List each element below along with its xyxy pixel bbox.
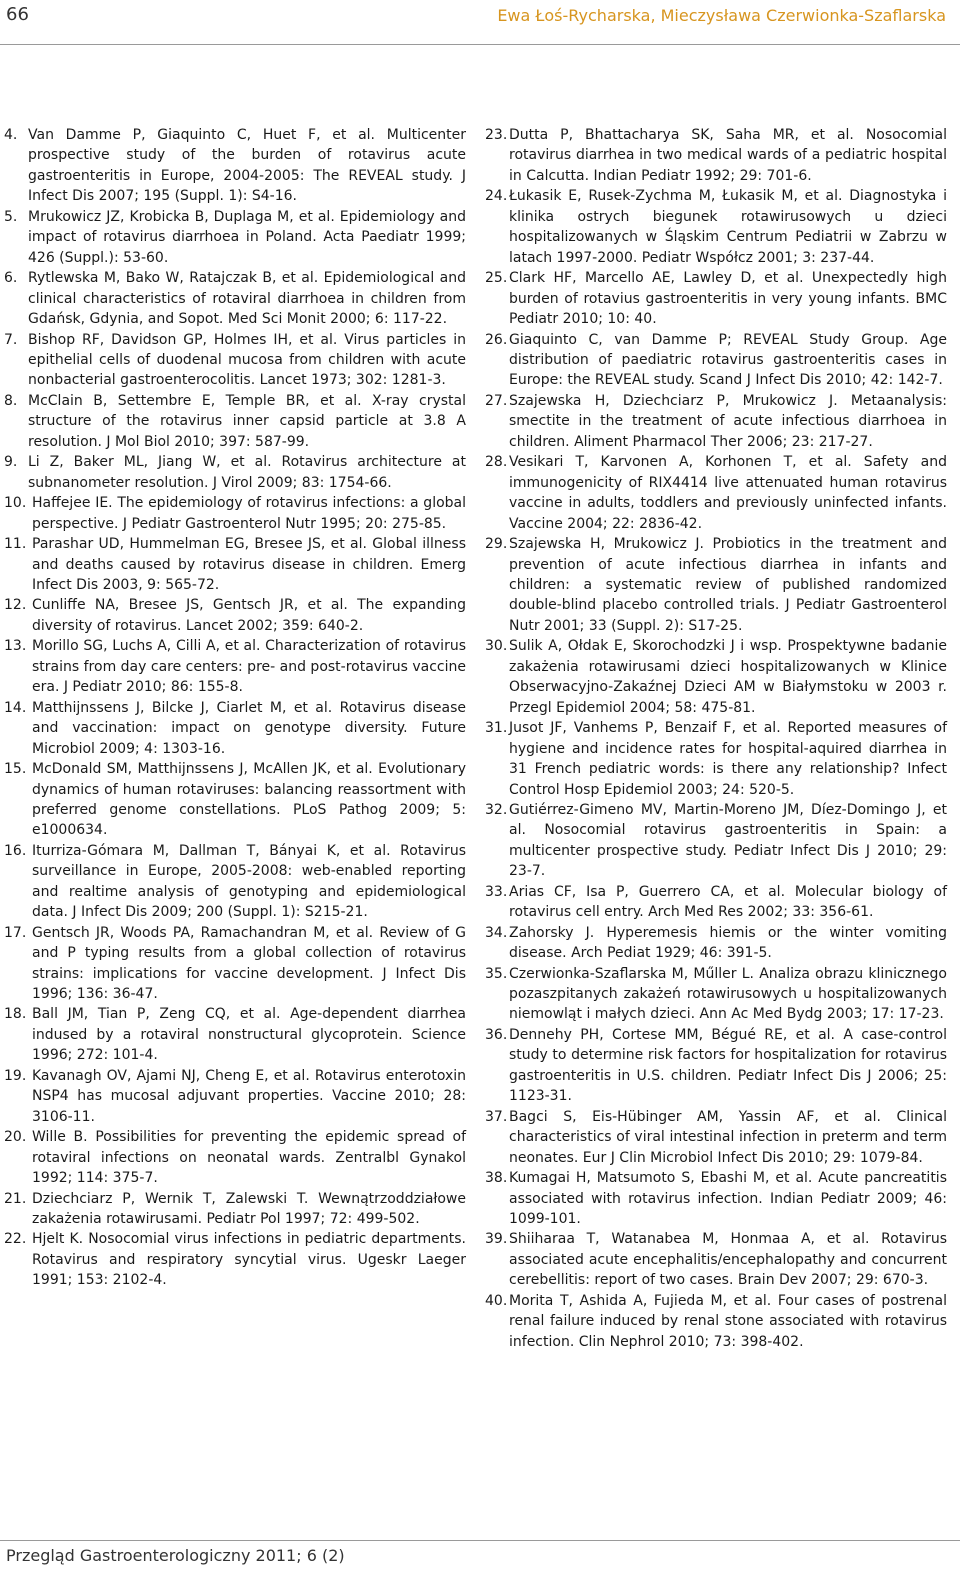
reference-number: 31.	[485, 720, 508, 737]
reference-number: 5.	[4, 208, 18, 225]
reference-item	[485, 125, 947, 186]
reference-number: 34.	[485, 924, 508, 941]
reference-item	[4, 452, 466, 493]
reference-number: 24.	[485, 188, 508, 205]
reference-item	[4, 268, 466, 329]
references-column-right	[485, 125, 947, 1352]
reference-number: 8.	[4, 392, 18, 409]
reference-number: 36.	[485, 1026, 508, 1043]
reference-number: 38.	[485, 1170, 508, 1187]
footer-rule	[0, 1540, 960, 1541]
reference-number: 23.	[485, 127, 508, 143]
reference-number: 9.	[4, 454, 18, 471]
reference-number: 11.	[4, 536, 27, 553]
reference-number: 32.	[485, 801, 508, 818]
reference-text: Cunliffe NA, Bresee JS, Gentsch JR, et al. The expanding diversity of rotavirus. Lancet 2002; 359: 640-2.	[32, 597, 466, 634]
reference-item	[485, 882, 947, 923]
reference-item	[4, 636, 466, 697]
reference-text: Haffejee IE. The epidemiology of rotavirus infections: a global perspective. J Pediatr Gastroenterol Nutr 1995; 20: 275-85.	[32, 495, 466, 532]
reference-number: 4.	[4, 127, 18, 143]
reference-number: 17.	[4, 924, 27, 941]
reference-item	[485, 1107, 947, 1168]
reference-text: Parashar UD, Hummelman EG, Bresee JS, et al. Global illness and deaths caused by rotavirus disease in children. Emerg Infect Dis 2003, 9: 565-72.	[32, 536, 466, 593]
reference-text: McClain B, Settembre E, Temple BR, et al. X-ray crystal structure of the rotavirus inner capsid particle at 3.8 A resolution. J Mol Biol 2010; 397: 587-99.	[28, 392, 466, 450]
reference-text: Jusot JF, Vanhems P, Benzaif F, et al. Reported measures of hygiene and incidence rates for hospital-aquired diarrhea in 31 French pediatric words: is there any relationship? Infect Control Hosp Epidemiol 2003; 24: 520-5.	[509, 720, 947, 798]
reference-number: 29.	[485, 536, 508, 553]
page-number: 66	[6, 4, 29, 25]
reference-text: Gentsch JR, Woods PA, Ramachandran M, et al. Review of G and P typing results from a global collection of rotavirus strains: implications for vaccine development. J Infect Dis 1996; 136: 36-47.	[32, 924, 466, 1003]
reference-item	[485, 186, 947, 268]
reference-text: Czerwionka-Szaflarska M, Műller L. Analiza obrazu klinicznego pozaszpitanych zakażeń rotawirusowych u hospitalizowanych niemowląt i małych dzieci. Ann Ac Med Bydg 2003; 17: 17-23.	[509, 965, 947, 1023]
reference-item	[485, 636, 947, 718]
reference-item	[485, 330, 947, 391]
reference-text: Zahorsky J. Hyperemesis hiemis or the winter vomiting disease. Arch Pediat 1929; 46: 391-5.	[509, 924, 947, 962]
reference-number: 21.	[4, 1190, 27, 1207]
reference-number: 12.	[4, 597, 27, 614]
reference-number: 19.	[4, 1067, 27, 1084]
reference-item	[485, 964, 947, 1025]
reference-number: 26.	[485, 331, 508, 348]
reference-item	[485, 268, 947, 329]
reference-number: 6.	[4, 270, 18, 287]
reference-text: Łukasik E, Rusek-Zychma M, Łukasik M, et al. Diagnostyka i klinika ostrych biegunek rotawirusowych u dzieci hospitalizowanych w Śląskim Centrum Pediatrii w Zabrzu w latach 1997-2000. Pediatr Współcz 2001; 3: 237-44.	[509, 188, 947, 266]
reference-number: 25.	[485, 270, 508, 287]
reference-number: 13.	[4, 638, 27, 655]
reference-number: 15.	[4, 761, 27, 778]
reference-number: 22.	[4, 1231, 27, 1248]
reference-text: Gutiérrez-Gimeno MV, Martin-Moreno JM, Díez-Domingo J, et al. Nosocomial rotavirus gastroenteritis in Spain: a multicenter prospective study. Pediatr Infect Dis J 2010; 29: 23-7.	[509, 801, 947, 880]
reference-item	[4, 391, 466, 452]
reference-text: Szajewska H, Mrukowicz J. Probiotics in the treatment and prevention of acute infectious diarrhea in infants and children: a systematic review of published randomized double-blind placebo controlled trials. J Pediatr Gastroenterol Nutr 2001; 33 (Suppl. 2): S17-25.	[509, 536, 947, 634]
reference-text: Rytlewska M, Bako W, Ratajczak B, et al. Epidemiological and clinical characteristics of rotaviral diarrhoea in children from Gdańsk, Gdynia, and Sopot. Med Sci Monit 2000; 6: 117-22.	[28, 270, 466, 328]
reference-item	[4, 1229, 466, 1290]
reference-item	[485, 1168, 947, 1229]
reference-item	[485, 1229, 947, 1290]
reference-item	[4, 759, 466, 841]
reference-text: Hjelt K. Nosocomial virus infections in pediatric departments. Rotavirus and respiratory syncytial virus. Ugeskr Laeger 1991; 153: 2102-4.	[32, 1231, 466, 1289]
reference-text: Ball JM, Tian P, Zeng CQ, et al. Age-dependent diarrhea indused by a rotaviral nonstructural glycoprotein. Science 1996; 272: 101-4.	[32, 1006, 466, 1064]
reference-text: Kumagai H, Matsumoto S, Ebashi M, et al. Acute pancreatitis associated with rotavirus infection. Indian Pediatr 2009; 46: 1099-101.	[509, 1170, 947, 1228]
reference-number: 10.	[4, 495, 27, 512]
reference-text: Iturriza-Gómara M, Dallman T, Bányai K, et al. Rotavirus surveillance in Europe, 2005-2008: web-enabled reporting and realtime analysis of genotyping and epidemiological data. J Infect Dis 2009; 200 (Suppl. 1): S215-21.	[32, 842, 466, 921]
reference-text: Wille B. Possibilities for preventing the epidemic spread of rotaviral infections on neonatal wards. Zentralbl Gynakol 1992; 114: 375-7.	[32, 1129, 466, 1187]
reference-text: Shiiharaa T, Watanabea M, Honmaa A, et al. Rotavirus associated acute encephalitis/encephalopathy and concurrent cerebellitis: report of two cases. Brain Dev 2007; 29: 670-3.	[509, 1231, 947, 1289]
reference-number: 7.	[4, 331, 18, 348]
reference-text: McDonald SM, Matthijnssens J, McAllen JK, et al. Evolutionary dynamics of human rotaviruses: balancing reassortment with preferred genome constellations. PLoS Pathog 2009; 5: e1000634.	[32, 761, 466, 839]
reference-number: 16.	[4, 842, 27, 859]
reference-number: 28.	[485, 454, 508, 471]
reference-text: Kavanagh OV, Ajami NJ, Cheng E, et al. Rotavirus enterotoxin NSP4 has mucosal adjuvant properties. Vaccine 2010; 28: 3106-11.	[32, 1067, 466, 1125]
reference-item	[4, 493, 466, 534]
reference-item	[485, 923, 947, 964]
reference-number: 30.	[485, 638, 508, 655]
reference-text: Clark HF, Marcello AE, Lawley D, et al. Unexpectedly high burden of rotavius gastroenteritis in very young infants. BMC Pediatr 2010; 10: 40.	[509, 270, 947, 328]
reference-text: Dennehy PH, Cortese MM, Bégué RE, et al. A case-control study to determine risk factors for hospitalization for rotavirus gastroenteritis in U.S. children. Pediatr Infect Dis J 2006; 25: 1123-31.	[509, 1026, 947, 1105]
reference-number: 33.	[485, 883, 508, 900]
reference-item	[485, 391, 947, 452]
reference-item	[485, 534, 947, 636]
reference-text: Dutta P, Bhattacharya SK, Saha MR, et al. Nosocomial rotavirus diarrhea in two medical wards of a pediatric hospital in Calcutta. Indian Pediatr 1992; 29: 701-6.	[509, 127, 947, 184]
reference-text: Szajewska H, Dziechciarz P, Mrukowicz J. Metaanalysis: smectite in the treatment of acute infectious diarrhoea in children. Aliment Pharmacol Ther 2006; 23: 217-27.	[509, 392, 947, 450]
reference-number: 14.	[4, 699, 27, 716]
reference-text: Morita T, Ashida A, Fujieda M, et al. Four cases of postrenal renal failure induced by renal stone associated with rotavirus infection. Clin Nephrol 2010; 73: 398-402.	[509, 1292, 947, 1350]
reference-item	[4, 1189, 466, 1230]
reference-text: Bagci S, Eis-Hübinger AM, Yassin AF, et al. Clinical characteristics of viral intestinal infection in preterm and term neonates. Eur J Clin Microbiol Infect Dis 2010; 29: 1079-84.	[509, 1108, 947, 1166]
reference-text: Vesikari T, Karvonen A, Korhonen T, et al. Safety and immunogenicity of RIX4414 live attenuated human rotavirus vaccine in adults, toddlers and previously uninfected infants. Vaccine 2004; 22: 2836-42.	[509, 454, 947, 532]
reference-number: 40.	[485, 1292, 508, 1309]
reference-number: 35.	[485, 965, 508, 982]
reference-text: Matthijnssens J, Bilcke J, Ciarlet M, et al. Rotavirus disease and vaccination: impact on genotype diversity. Future Microbiol 2009; 4: 1303-16.	[32, 699, 466, 757]
reference-text: Giaquinto C, van Damme P; REVEAL Study Group. Age distribution of paediatric rotavirus gastroenteritis cases in Europe: the REVEAL study. Scand J Infect Dis 2010; 42: 142-7.	[509, 331, 947, 389]
references-column-left	[4, 125, 466, 1291]
reference-text: Van Damme P, Giaquinto C, Huet F, et al. Multicenter prospective study of the burden of rotavirus acute gastroenteritis in Europe, 2004-2005: The REVEAL study. J Infect Dis 2007; 195 (Suppl. 1): S4-16.	[28, 127, 466, 205]
reference-number: 20.	[4, 1129, 27, 1146]
reference-text: Li Z, Baker ML, Jiang W, et al. Rotavirus architecture at subnanometer resolution. J Virol 2009; 83: 1754-66.	[28, 454, 466, 491]
reference-item	[4, 923, 466, 1005]
reference-item	[485, 452, 947, 534]
reference-text: Sulik A, Ołdak E, Skorochodzki J i wsp. Prospektywne badanie zakażenia rotawirusami dzieci hospitalizowanych w Klinice Obserwacyjno-Zakaźnej Dzieci AM w Białymstoku w 2003 r. Przegl Epidemiol 2004; 58: 475-81.	[509, 638, 947, 716]
reference-number: 39.	[485, 1231, 508, 1248]
reference-text: Dziechciarz P, Wernik T, Zalewski T. Wewnątrzoddziałowe zakażenia rotawirusami. Pediatr Pol 1997; 72: 499-502.	[32, 1190, 466, 1228]
journal-footer: Przegląd Gastroenterologiczny 2011; 6 (2)	[6, 1546, 345, 1565]
reference-item	[485, 800, 947, 882]
header-rule	[0, 44, 960, 45]
reference-text: Morillo SG, Luchs A, Cilli A, et al. Characterization of rotavirus strains from day care centers: pre- and post-rotavirus vaccine era. J Pediatr 2010; 86: 155-8.	[32, 638, 466, 696]
reference-item	[4, 698, 466, 759]
reference-number: 37.	[485, 1108, 508, 1125]
reference-text: Bishop RF, Davidson GP, Holmes IH, et al. Virus particles in epithelial cells of duodenal mucosa from children with acute nonbacterial gastroenterocolitis. Lancet 1973; 302: 1281-3.	[28, 331, 466, 389]
reference-item	[4, 125, 466, 207]
reference-number: 27.	[485, 392, 508, 409]
reference-item	[4, 841, 466, 923]
page-header	[0, 0, 960, 46]
reference-item	[4, 534, 466, 595]
reference-item	[485, 718, 947, 800]
reference-item	[485, 1291, 947, 1352]
reference-text: Arias CF, Isa P, Guerrero CA, et al. Molecular biology of rotavirus cell entry. Arch Med Res 2002; 33: 356-61.	[509, 883, 947, 921]
reference-item	[4, 1127, 466, 1188]
reference-item	[4, 207, 466, 268]
reference-item	[4, 1004, 466, 1065]
running-head-authors: Ewa Łoś-Rycharska, Mieczysława Czerwionka-Szaflarska	[497, 6, 946, 25]
reference-item	[485, 1025, 947, 1107]
reference-item	[4, 595, 466, 636]
reference-item	[4, 330, 466, 391]
reference-text: Mrukowicz JZ, Krobicka B, Duplaga M, et al. Epidemiology and impact of rotavirus diarrhoea in Poland. Acta Paediatr 1999; 426 (Suppl.): 53-60.	[28, 208, 466, 266]
reference-item	[4, 1066, 466, 1127]
reference-number: 18.	[4, 1006, 27, 1023]
